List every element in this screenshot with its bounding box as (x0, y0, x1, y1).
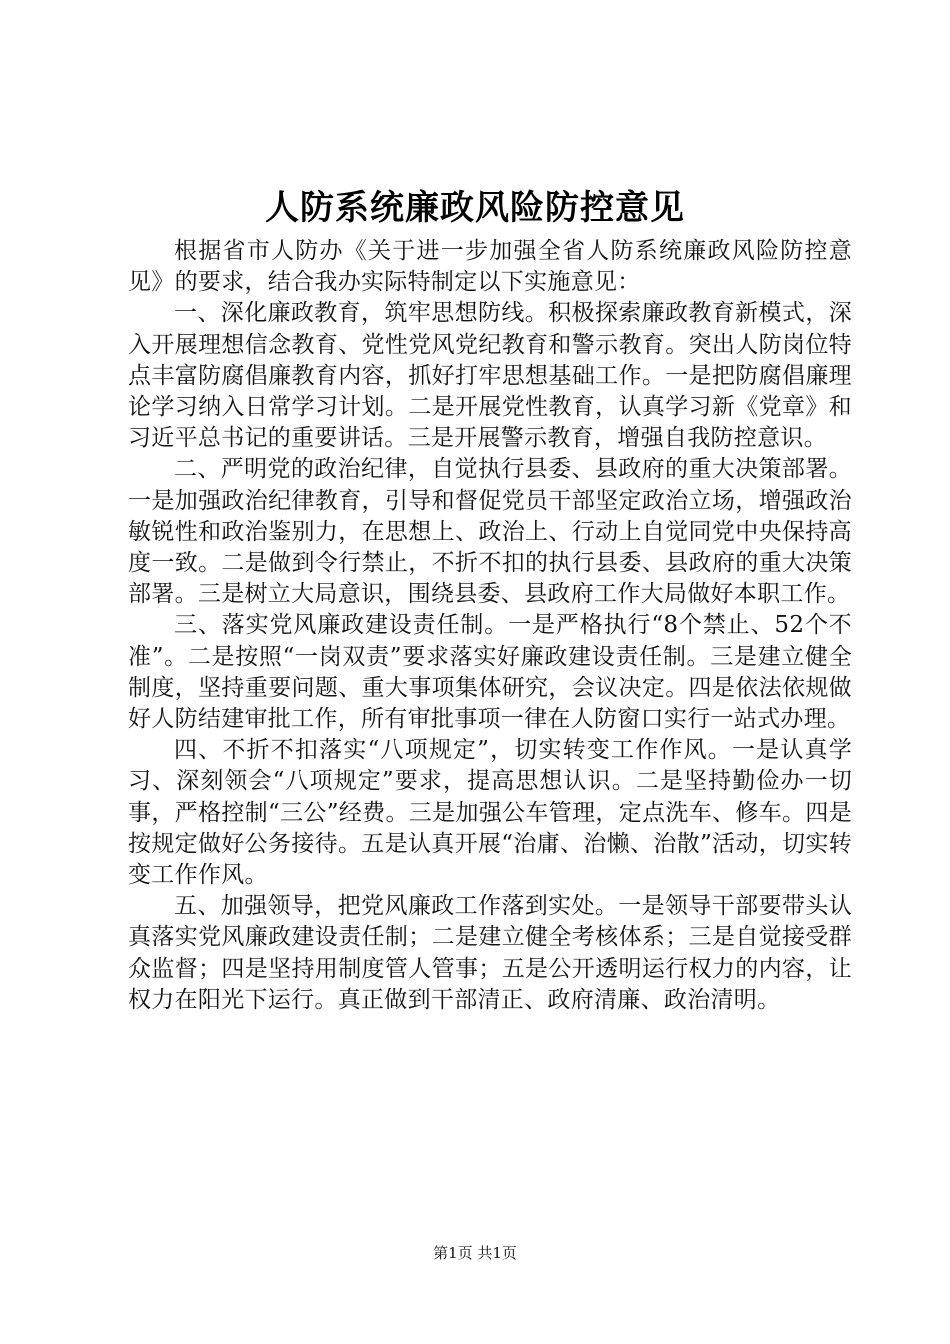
section-4-paragraph: 四、不折不扣落实“八项规定”，切实转变工作作风。一是认真学习、深刻领会“八项规定”要求，提高思想认识。二是坚持勤俭办一切事，严格控制“三公”经费。三是加强公车管理，定点洗车、修车。四是按规定做好公务接待。五是认真开展“治庸、治懒、治散”活动，切实转变工作作风。 (128, 737, 852, 889)
section-2-paragraph: 二、严明党的政治纪律，自觉执行县委、县政府的重大决策部署。一是加强政治纪律教育，引导和督促党员干部坚定政治立场，增强政治敏锐性和政治鉴别力，在思想上、政治上、行动上自觉同党中央保持高度一致。二是做到令行禁止，不折不扣的执行县委、县政府的重大决策部署。三是树立大局意识，围绕县委、县政府工作大局做好本职工作。 (128, 456, 852, 608)
intro-paragraph: 根据省市人防办《关于进一步加强全省人防系统廉政风险防控意见》的要求，结合我办实际特制定以下实施意见： (128, 238, 852, 296)
section-1-paragraph: 一、深化廉政教育，筑牢思想防线。积极探索廉政教育新模式，深入开展理想信念教育、党性党风党纪教育和警示教育。突出人防岗位特点丰富防腐倡廉教育内容，抓好打牢思想基础工作。一是把防腐倡廉理论学习纳入日常学习计划。二是开展党性教育，认真学习新《党章》和习近平总书记的重要讲话。三是开展警示教育，增强自我防控意识。 (128, 300, 852, 452)
section-3-paragraph: 三、落实党风廉政建设责任制。一是严格执行“8个禁止、52个不准”。二是按照“一岗双责”要求落实好廉政建设责任制。三是建立健全制度，坚持重要问题、重大事项集体研究，会议决定。四是依法依规做好人防结建审批工作，所有审批事项一律在人防窗口实行一站式办理。 (128, 612, 852, 733)
page-footer: 第1页 共1页 (433, 1244, 517, 1262)
document-title: 人防系统廉政风险防控意见 (265, 188, 685, 228)
document-body (128, 236, 852, 1016)
section-5-paragraph: 五、加强领导，把党风廉政工作落到实处。一是领导干部要带头认真落实党风廉政建设责任制；二是建立健全考核体系；三是自觉接受群众监督；四是坚持用制度管人管事；五是公开透明运行权力的内容，让权力在阳光下运行。真正做到干部清正、政府清廉、政治清明。 (128, 893, 852, 1013)
